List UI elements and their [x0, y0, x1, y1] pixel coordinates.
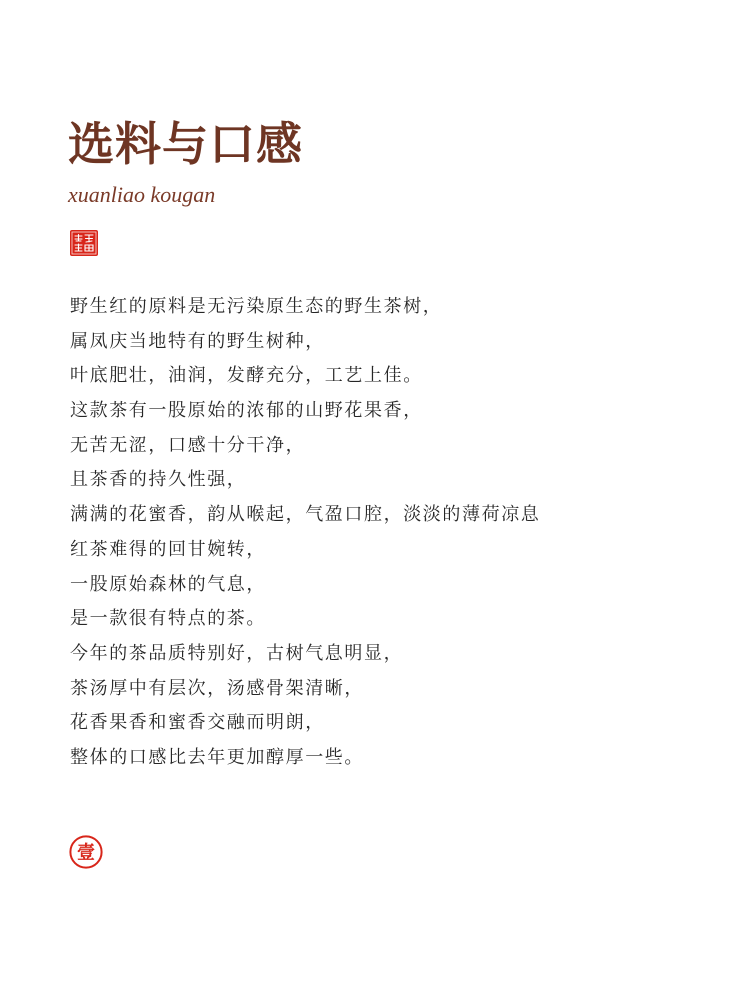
body-line: 花香果香和蜜香交融而明朗， — [70, 712, 325, 734]
body-line: 这款茶有一股原始的浓郁的山野花果香， — [70, 400, 423, 422]
body-line: 红茶难得的回甘婉转， — [70, 538, 266, 560]
body-line: 满满的花蜜香，韵从喉起，气盈口腔，淡淡的薄荷凉息 — [70, 504, 541, 526]
page-title: 选料与口感 — [68, 117, 303, 171]
body-line: 属凤庆当地特有的野生树种， — [70, 330, 325, 352]
body-line: 今年的茶品质特别好，古树气息明显， — [70, 642, 404, 664]
body-line: 且茶香的持久性强， — [70, 469, 247, 491]
body-line: 一股原始森林的气息， — [70, 573, 266, 595]
body-line: 无苦无涩，口感十分干净， — [70, 434, 306, 456]
body-line: 是一款很有特点的茶。 — [70, 608, 266, 630]
page-subtitle-pinyin: xuanliao kougan — [68, 182, 216, 207]
body-line: 叶底肥壮，油润，发酵充分，工艺上佳。 — [70, 365, 423, 387]
square-seal-icon — [70, 230, 98, 256]
body-line: 野生红的原料是无污染原生态的野生茶树， — [70, 296, 443, 317]
body-line: 整体的口感比去年更加醇厚一些。 — [70, 746, 364, 768]
body-line: 茶汤厚中有层次，汤感骨架清晰， — [70, 677, 364, 699]
round-seal-char: 壹 — [77, 842, 95, 864]
round-seal-icon — [69, 835, 103, 869]
body-text-block — [70, 290, 690, 776]
